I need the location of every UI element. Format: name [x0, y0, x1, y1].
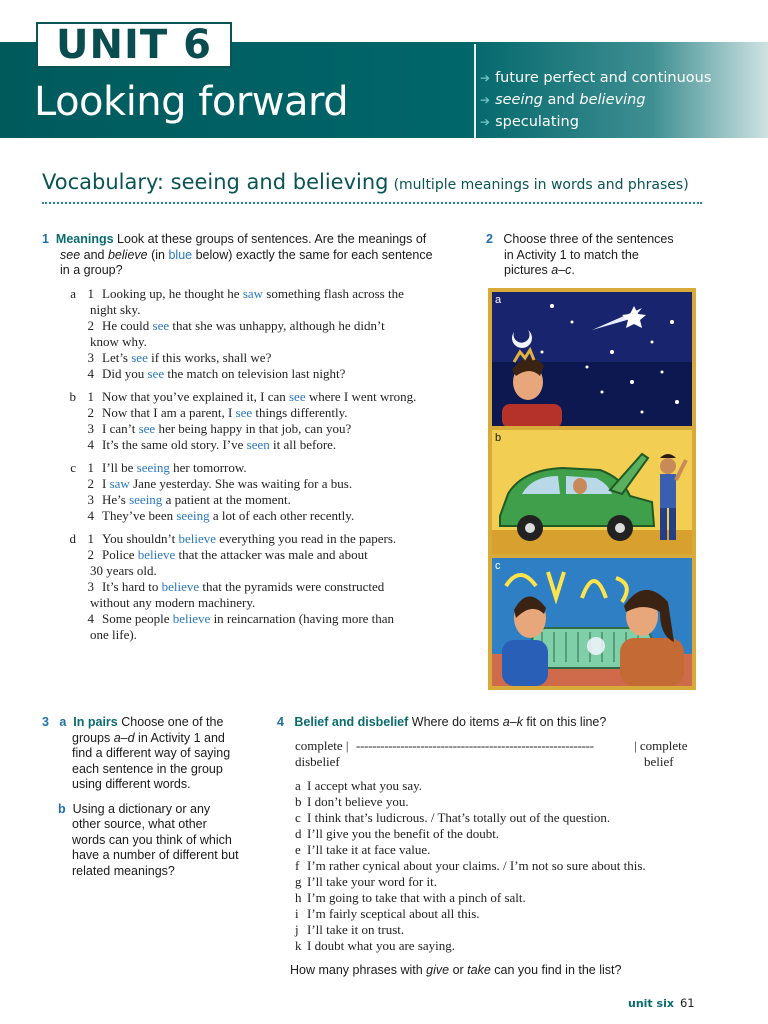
list-item: 3 Let’s see if this works, shall we? — [87, 350, 272, 365]
panel-label: b — [495, 432, 502, 444]
list-item-letter: e — [295, 842, 301, 857]
activity-3: 3 a In pairs Choose one of the groups a–d in Activity 1 and find a different way of saying each sentence in the group using different words. b Using a dictionary or any other source, what other words can you think of which have a number of different but related meanings? — [42, 715, 239, 878]
list-item: 3 I can’t see her being happy in that job, can you? — [87, 421, 352, 436]
list-item-text: I’m going to take that with a pinch of salt. — [307, 890, 526, 905]
list-item-text: I doubt what you are saying. — [307, 938, 456, 953]
page-footer: unit six 61 — [628, 996, 695, 1010]
list-item-text: I’ll take it on trust. — [307, 922, 405, 937]
panel-label: a — [495, 294, 502, 306]
list-item — [295, 874, 437, 890]
illustration-night-sky — [492, 292, 692, 426]
list-item: 2 I saw Jane yesterday. She was waiting for a bus. — [87, 476, 353, 491]
list-item: 3 It’s hard to believe that the pyramids were constructed — [87, 579, 385, 594]
arrow-right-icon: ➔ — [480, 115, 491, 129]
list-item — [295, 858, 646, 874]
list-item: 4 It’s the same old story. I’ve seen it all before. — [87, 437, 337, 452]
list-item-text: I’m fairly sceptical about all this. — [307, 906, 480, 921]
list-item: 2 He could see that she was unhappy, although he didn’t — [87, 318, 385, 333]
list-item-text: I’m rather cynical about your claims. / I’m not so sure about this. — [307, 858, 646, 873]
illustration-fortune-teller — [492, 558, 692, 686]
list-item: a 1 Looking up, he thought he saw something flash across the — [70, 286, 404, 301]
activity-4-question: How many phrases with give or take can you find in the list? — [290, 963, 622, 977]
list-item-letter: d — [295, 826, 302, 841]
illustration-panels — [488, 288, 696, 690]
list-item-letter: h — [295, 890, 302, 905]
unit-label: UNIT 6 — [56, 22, 212, 68]
list-item-continuation: one life). — [90, 627, 137, 642]
scale-line: ----------------------------------------------------------- — [356, 738, 594, 753]
list-item: 3 He’s seeing a patient at the moment. — [87, 492, 291, 507]
list-item-text: I’ll take it at face value. — [307, 842, 431, 857]
list-item-letter: c — [295, 810, 301, 825]
activity-2-instructions: 2 Choose three of the sentences in Activity 1 to match the pictures a–c. — [486, 232, 674, 277]
unit-label-box — [36, 22, 232, 68]
fortune-teller-image — [492, 558, 692, 686]
list-item — [295, 842, 430, 858]
list-item: c 1 I’ll be seeing her tomorrow. — [70, 460, 247, 475]
list-item-letter: f — [295, 858, 300, 873]
list-item: 4 Did you see the match on television last night? — [87, 366, 346, 381]
list-item-continuation: know why. — [90, 334, 147, 349]
list-item-letter: k — [295, 938, 302, 953]
list-item — [295, 922, 404, 938]
list-item — [295, 890, 526, 906]
header-divider — [474, 44, 476, 138]
topic-item: ➔ future perfect and continuous — [480, 70, 712, 86]
activity-1-groups — [60, 286, 480, 646]
list-item: 2 Police believe that the attacker was male and about — [87, 547, 368, 562]
scale-right: | complete belief — [634, 738, 688, 769]
list-item — [295, 794, 409, 810]
topic-item: ➔ speculating — [480, 114, 579, 130]
unit-title: Looking forward — [34, 79, 349, 125]
list-item-text: I’ll give you the benefit of the doubt. — [307, 826, 500, 841]
activity-4-instructions: 4 Belief and disbelief Where do items a–k fit on this line? — [277, 715, 607, 729]
topic-item: ➔ seeing and believing — [480, 92, 646, 108]
list-item-text: I accept what you say. — [307, 778, 423, 793]
list-item-letter: a — [295, 778, 301, 793]
list-item-continuation: 30 years old. — [90, 563, 157, 578]
list-item-text: I’ll take your word for it. — [307, 874, 437, 889]
list-item-letter: i — [295, 906, 299, 921]
scale-left: complete | disbelief — [295, 738, 349, 769]
list-item-continuation: night sky. — [90, 302, 141, 317]
section-heading: Vocabulary: seeing and believing (multiple meanings in words and phrases) — [42, 170, 689, 194]
activity-1-instructions: 1 Meanings Look at these groups of sentences. Are the meanings of see and believe (in blue below) exactly the same for each sentence in a group? — [42, 232, 433, 277]
list-item: d 1 You shouldn’t believe everything you read in the papers. — [69, 531, 397, 546]
list-item — [295, 938, 455, 954]
list-item — [295, 826, 499, 842]
night-sky-image — [492, 292, 692, 426]
list-item-letter: j — [295, 922, 299, 937]
list-item-continuation: without any modern machinery. — [90, 595, 256, 610]
list-item — [295, 810, 610, 826]
list-item: 4 They’ve been seeing a lot of each other recently. — [87, 508, 355, 523]
list-item-text: I don’t believe you. — [307, 794, 409, 809]
panel-label: c — [495, 560, 501, 572]
list-item — [295, 906, 480, 922]
activity-4-list — [295, 778, 715, 958]
list-item-letter: g — [295, 874, 302, 889]
arrow-right-icon: ➔ — [480, 93, 491, 107]
list-item-letter: b — [295, 794, 302, 809]
dotted-divider — [42, 202, 702, 204]
list-item: b 1 Now that you’ve explained it, I can see where I went wrong. — [69, 389, 417, 404]
car-mechanic-image — [492, 430, 692, 554]
list-item: 4 Some people believe in reincarnation (having more than — [87, 611, 395, 626]
list-item: 2 Now that I am a parent, I see things differently. — [87, 405, 348, 420]
arrow-right-icon: ➔ — [480, 71, 491, 85]
list-item — [295, 778, 422, 794]
list-item-text: I think that’s ludicrous. / That’s totally out of the question. — [307, 810, 611, 825]
illustration-car-mechanic — [492, 430, 692, 554]
